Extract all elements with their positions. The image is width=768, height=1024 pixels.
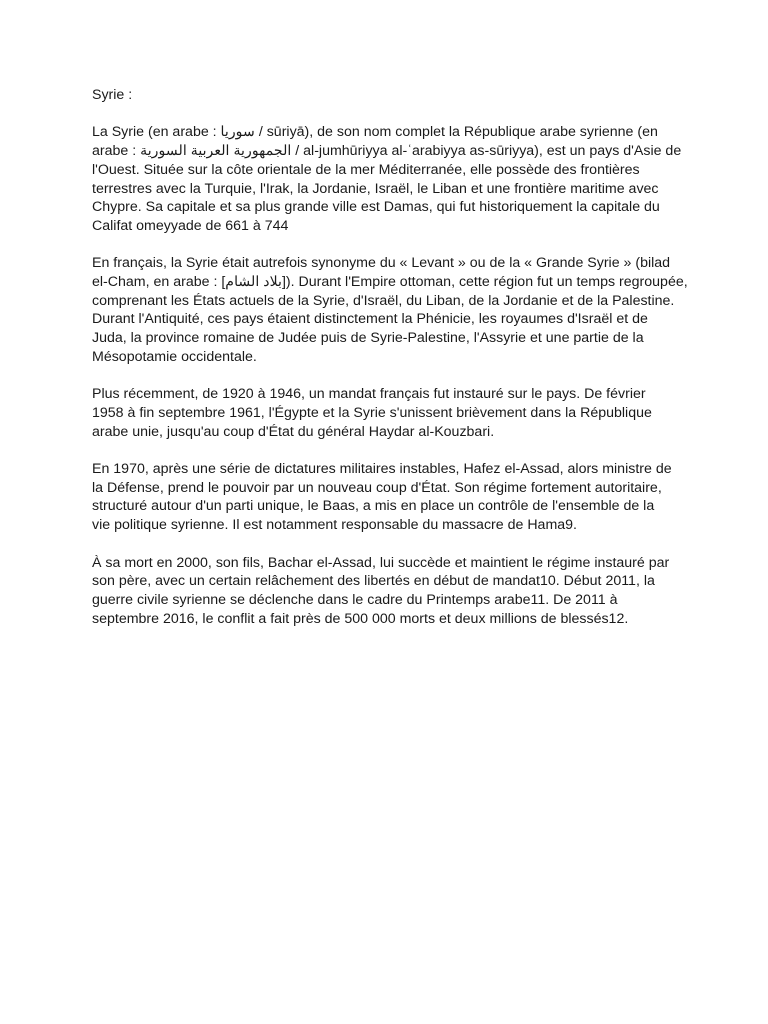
text-line: 1958 à fin septembre 1961, l'Égypte et la Syrie s'unissent brièvement dans la République	[92, 404, 652, 421]
text-line: Juda, la province romaine de Judée puis de Syrie-Palestine, l'Assyrie et une partie de la	[92, 330, 644, 347]
text-line: comprenant les États actuels de la Syrie, d'Israël, du Liban, de la Jordanie et de la Palestine.	[92, 292, 675, 309]
document-title: Syrie :	[92, 87, 133, 103]
text-line: En français, la Syrie était autrefois synonyme du « Levant » ou de la « Grande Syrie » (bilad	[92, 255, 671, 272]
text-line: terrestres avec la Turquie, l'Irak, la Jordanie, Israël, le Liban et une frontière maritime avec	[92, 180, 659, 197]
document-page	[92, 86, 688, 647]
text-line: En 1970, après une série de dictatures militaires instables, Hafez el-Assad, alors ministre de	[92, 461, 672, 477]
text-line: son père, avec un certain relâchement des libertés en début de mandat10. Début 2011, la	[92, 573, 655, 590]
paragraph-intro	[92, 123, 682, 235]
text-line: structuré autour d'un parti unique, le Baas, a mis en place un contrôle de l'ensemble de la	[92, 498, 655, 515]
text-line: guerre civile syrienne se déclenche dans le cadre du Printemps arabe11. De 2011 à	[92, 591, 618, 608]
text-line: La Syrie (en arabe : سوريا / sūriyā), de son nom complet la République arabe syrienne (en	[92, 124, 658, 141]
text-line: arabe unie, jusqu'au coup d'État du général Haydar al-Kouzbari.	[92, 423, 495, 440]
text-line: el-Cham, en arabe : [بلاد الشام]). Durant l'Empire ottoman, cette région fut un temps regroupée,	[92, 274, 688, 290]
paragraph-levant	[92, 254, 688, 366]
paragraph-mandate	[92, 385, 682, 441]
text-line: septembre 2016, le conflit a fait près de 500 000 morts et deux millions de blessés12.	[92, 610, 629, 627]
text-line: Califat omeyyade de 661 à 744	[92, 217, 289, 234]
text-line: Durant l'Antiquité, ces pays étaient distinctement la Phénicie, les royaumes d'Israël et de	[92, 311, 648, 328]
text-line: Chypre. Sa capitale et sa plus grande ville est Damas, qui fut historiquement la capitale du	[92, 199, 660, 216]
paragraph-bachar	[92, 554, 682, 629]
text-line: Plus récemment, de 1920 à 1946, un mandat français fut instauré sur le pays. De février	[92, 386, 646, 403]
paragraph-hafez	[92, 460, 682, 535]
text-line: l'Ouest. Située sur la côte orientale de la mer Méditerranée, elle possède des frontières	[92, 161, 640, 178]
text-line: Mésopotamie occidentale.	[92, 348, 257, 365]
text-line: la Défense, prend le pouvoir par un nouveau coup d'État. Son régime fortement autoritaire,	[92, 479, 662, 496]
text-line: arabe : الجمهورية العربية السورية / al-jumhūriyya al-ʿarabiyya as-sūriyya), est un pays d'Asie de	[92, 143, 682, 160]
text-line: À sa mort en 2000, son fils, Bachar el-Assad, lui succède et maintient le régime instauré par	[92, 554, 670, 571]
text-line: vie politique syrienne. Il est notamment responsable du massacre de Hama9.	[92, 517, 577, 534]
